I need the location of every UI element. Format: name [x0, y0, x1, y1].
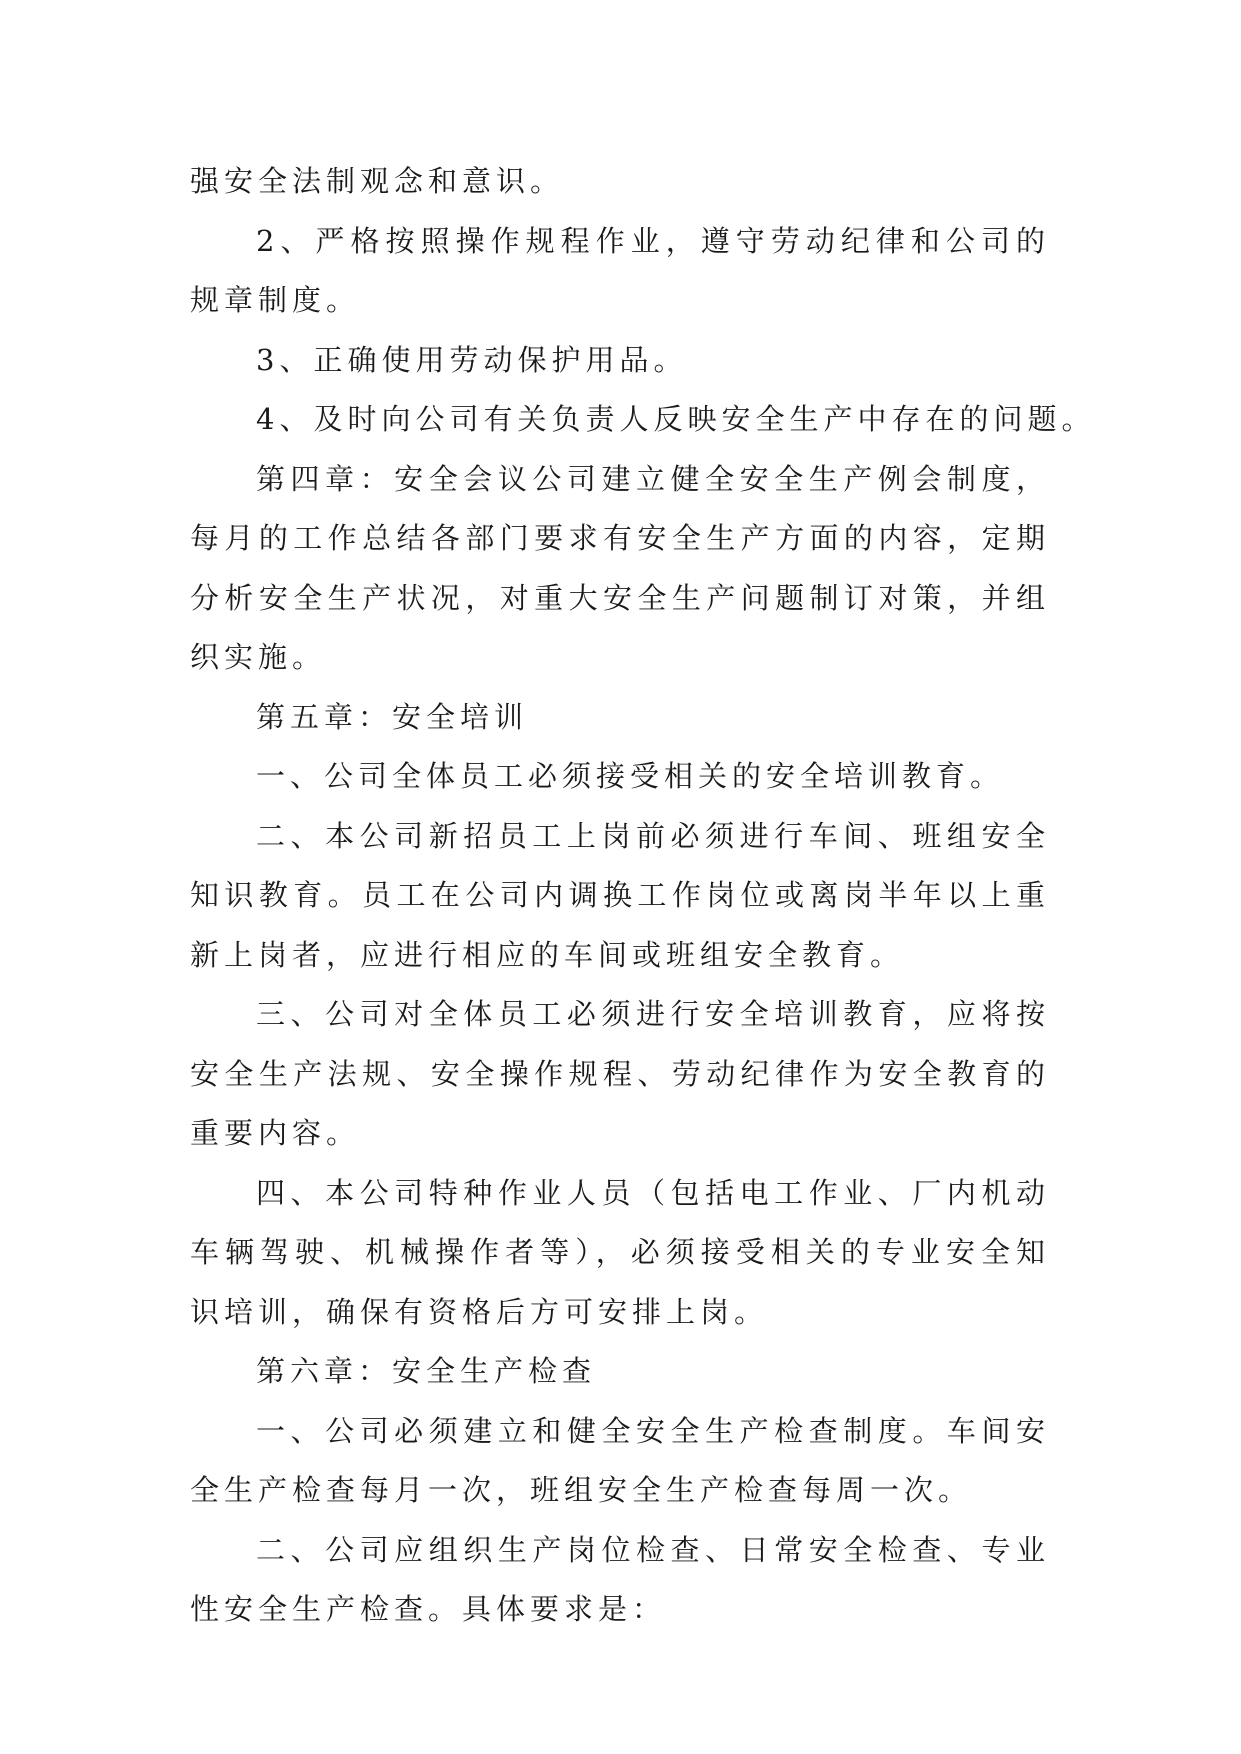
paragraph-chapter-4: 第四章：安全会议公司建立健全安全生产例会制度，每月的工作总结各部门要求有安全生产方面的内容，定期分析安全生产状况，对重大安全生产问题制订对策，并组织实施。 — [190, 461, 1050, 674]
paragraph-training-4: 四、本公司特种作业人员（包括电工作业、厂内机动车辆驾驶、机械操作者等），必须接受相关的专业安全知识培训，确保有资格后方可安排上岗。 — [190, 1175, 1050, 1329]
document-body — [190, 152, 1096, 1640]
paragraph-inspection-2: 二、公司应组织生产岗位检查、日常安全检查、专业性安全生产检查。具体要求是： — [190, 1532, 1050, 1626]
heading-chapter-5: 第五章：安全培训 — [256, 699, 529, 734]
paragraph-training-1: 一、公司全体员工必须接受相关的安全培训教育。 — [256, 759, 1005, 793]
paragraph-training-3: 三、公司对全体员工必须进行安全培训教育，应将按安全生产法规、安全操作规程、劳动纪律作为安全教育的重要内容。 — [190, 997, 1050, 1150]
paragraph-continuation: 强安全法制观念和意识。 — [190, 164, 565, 198]
paragraph-item-2: 2、严格按照操作规程作业，遵守劳动纪律和公司的规章制度。 — [190, 223, 1050, 317]
paragraph-item-4: 4、及时向公司有关负责人反映安全生产中存在的问题。 — [256, 402, 1096, 436]
heading-chapter-6: 第六章：安全生产检查 — [256, 1354, 597, 1388]
paragraph-training-2: 二、本公司新招员工上岗前必须进行车间、班组安全知识教育。员工在公司内调换工作岗位或离岗半年以上重新上岗者，应进行相应的车间或班组安全教育。 — [190, 818, 1050, 972]
paragraph-inspection-1: 一、公司必须建立和健全安全生产检查制度。车间安全生产检查每月一次，班组安全生产检查每周一次。 — [190, 1413, 1050, 1507]
paragraph-item-3: 3、正确使用劳动保护用品。 — [256, 342, 688, 377]
